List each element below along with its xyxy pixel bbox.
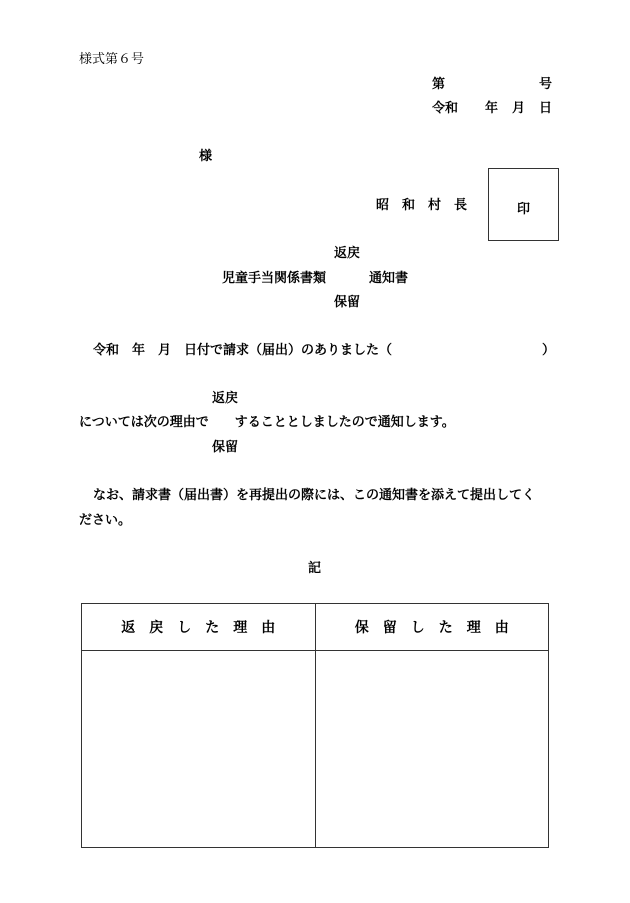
doc-number-prefix: 第 (432, 77, 446, 92)
hold-reason-cell[interactable] (315, 651, 549, 848)
body-date-line-close: ） (542, 343, 556, 358)
reasons-table (81, 603, 549, 848)
sender-name: 昭 和 村 長 (376, 198, 468, 213)
title-main-right: 通知書 (369, 271, 409, 286)
return-reason-cell[interactable] (82, 651, 316, 848)
header-date-era: 令和 (432, 101, 459, 116)
seal-label: 印 (516, 202, 530, 217)
hold-reason-header: 保 留 し た 理 由 (315, 604, 549, 651)
seal-box (488, 168, 559, 241)
title-option-hold: 保留 (334, 295, 361, 310)
body-option-return: 返戻 (212, 391, 239, 406)
body-reason-line: については次の理由で することとしましたので通知します。 (79, 415, 455, 430)
reasons-table-body-row (82, 651, 549, 848)
form-number: 様式第６号 (79, 52, 145, 67)
reasons-table-header-row (82, 604, 549, 651)
note-line-1: なお、請求書（届出書）を再提出の際には、この通知書を添えて提出してく (93, 488, 536, 503)
header-date-year-unit: 年 (485, 101, 499, 116)
doc-number-suffix: 号 (539, 77, 553, 92)
body-date-line: 令和 年 月 日付で請求（届出）のありました（ (93, 343, 393, 358)
header-date-month-unit: 月 (512, 101, 526, 116)
header-date-day-unit: 日 (539, 101, 553, 116)
title-main-left: 児童手当関係書類 (222, 271, 327, 286)
ki-heading: 記 (308, 561, 322, 576)
addressee-suffix: 様 (199, 149, 213, 164)
body-option-hold: 保留 (212, 440, 239, 455)
note-line-2: ださい。 (79, 513, 132, 528)
return-reason-header: 返 戻 し た 理 由 (82, 604, 316, 651)
title-option-return: 返戻 (334, 246, 361, 261)
